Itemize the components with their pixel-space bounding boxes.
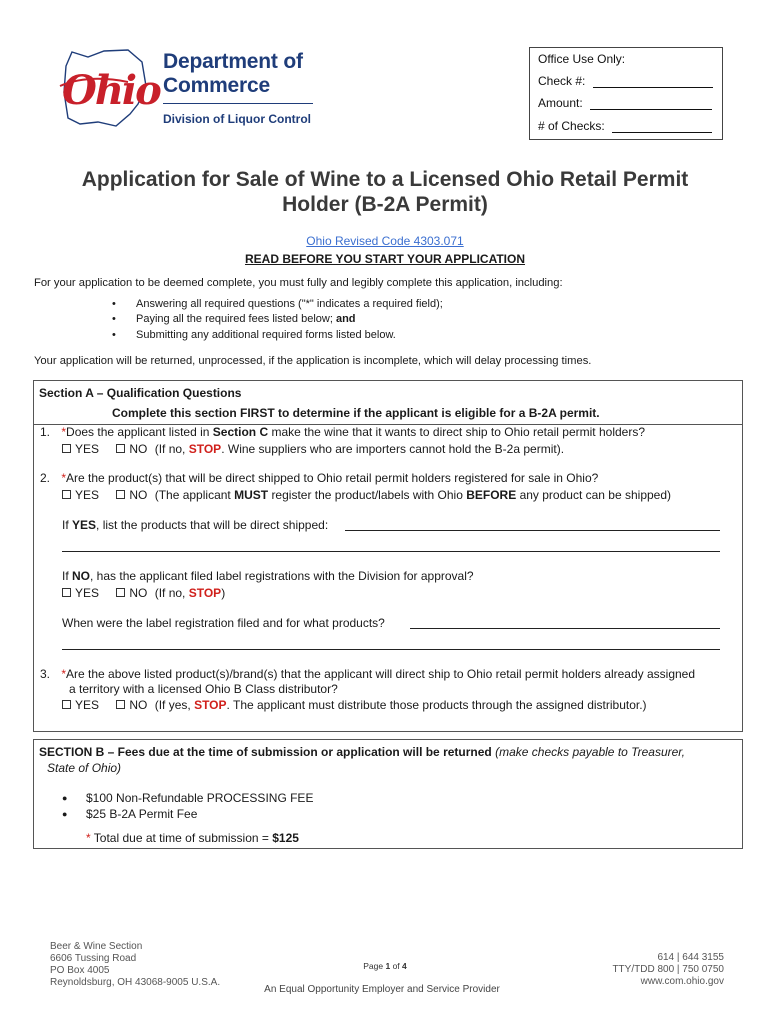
q3-no-option[interactable]: NO (116, 698, 147, 712)
amount-row (538, 96, 712, 110)
total-due: * Total due at time of submission = $125 (86, 831, 299, 845)
checkbox-icon[interactable] (62, 444, 71, 453)
q2-no-option[interactable]: NO (116, 488, 147, 502)
office-use-box (529, 47, 723, 140)
section-a-title: Section A – Qualification Questions (39, 386, 242, 400)
question-2-options: YES NO (The applicant MUST register the product/labels with Ohio BEFORE any product can be shipped) (62, 488, 671, 502)
equal-opportunity-note: An Equal Opportunity Employer and Service Provider (264, 984, 500, 995)
checks-count-field[interactable] (612, 121, 712, 133)
list-item: ● $100 Non-Refundable PROCESSING FEE (62, 790, 313, 806)
office-use-title: Office Use Only: (538, 52, 626, 66)
q1-no-option[interactable]: NO (116, 442, 147, 456)
checkbox-icon[interactable] (62, 700, 71, 709)
requirements-list (112, 297, 443, 343)
question-1-options: YES NO (If no, STOP. Wine suppliers who are importers cannot hold the B-2a permit). (62, 442, 564, 456)
list-item: • Answering all required questions ("*" indicates a required field); (112, 297, 443, 312)
dept-title-line1: Department of (163, 50, 303, 73)
fees-list (62, 790, 313, 822)
page-number: Page 1 of 4 (363, 961, 407, 971)
check-number-field[interactable] (593, 76, 713, 88)
footer-address: Beer & Wine Section 6606 Tussing Road PO Box 4005 Reynoldsburg, OH 43068-9005 U.S.A. (50, 941, 221, 988)
section-b-title: SECTION B – Fees due at the time of submission or application will be returned (make checks payable to Treasurer, State of Ohio) (39, 745, 685, 775)
ohio-revised-code-link[interactable]: Ohio Revised Code 4303.071 (306, 234, 464, 248)
question-3-line2: a territory with a licensed Ohio B Class distributor? (69, 682, 338, 696)
read-before-heading: READ BEFORE YOU START YOUR APPLICATION (244, 252, 526, 266)
page-title-line2: Holder (B-2A Permit) (282, 193, 488, 216)
division-name: Division of Liquor Control (163, 112, 311, 126)
page-title-line1: Application for Sale of Wine to a Licensed Ohio Retail Permit (81, 168, 689, 191)
checkbox-icon[interactable] (62, 588, 71, 597)
checks-count-row (538, 119, 712, 133)
q3-yes-option[interactable]: YES (62, 698, 99, 712)
checkbox-icon[interactable] (116, 588, 125, 597)
page-title (60, 167, 710, 217)
ohio-script-text: Ohio (62, 67, 160, 114)
question-1: 1. *Does the applicant listed in Section C make the wine that it wants to direct ship to Ohio retail permit holders? (40, 425, 645, 439)
check-number-row (538, 74, 713, 88)
list-item: • Submitting any additional required forms listed below. (112, 328, 443, 343)
q1-yes-option[interactable]: YES (62, 442, 99, 456)
section-a-subtitle: Complete this section FIRST to determine if the applicant is eligible for a B-2A permit. (112, 406, 600, 420)
list-item: ● $25 B-2A Permit Fee (62, 806, 313, 822)
question-2: 2. *Are the product(s) that will be direct shipped to Ohio retail permit holders registered for sale in Ohio? (40, 471, 599, 485)
q2b-yes-option[interactable]: YES (62, 586, 99, 600)
checkbox-icon[interactable] (116, 700, 125, 709)
products-field-line2[interactable] (62, 551, 720, 552)
amount-label: Amount: (538, 96, 583, 110)
checkbox-icon[interactable] (62, 490, 71, 499)
website-link[interactable]: www.com.ohio.gov (640, 976, 724, 987)
q2b-no-option[interactable]: NO (116, 586, 147, 600)
checks-count-label: # of Checks: (538, 119, 605, 133)
dept-title-line2: Commerce (163, 74, 270, 97)
list-item: • Paying all the required fees listed below; and (112, 312, 443, 327)
q2-if-no-options: YES NO (If no, STOP) (62, 586, 225, 600)
amount-field[interactable] (590, 98, 712, 110)
footer-contact: 614 | 644 3155 TTY/TDD 800 | 750 0750 www.com.ohio.gov (560, 952, 724, 988)
question-3: 3. *Are the above listed product(s)/brand(s) that the applicant will direct ship to Ohio retail permit holders already assigned (40, 667, 696, 681)
registration-field-line2[interactable] (62, 649, 720, 650)
intro-text: For your application to be deemed complete, you must fully and legibly complete this application, including: (34, 277, 563, 289)
checkbox-icon[interactable] (116, 444, 125, 453)
dept-divider (163, 103, 313, 104)
returned-note: Your application will be returned, unprocessed, if the application is incomplete, which will delay processing times. (34, 355, 592, 367)
question-3-options: YES NO (If yes, STOP. The applicant must distribute those products through the assigned distributor.) (62, 698, 647, 712)
products-field-line1[interactable] (345, 530, 720, 531)
label-registration-prompt: When were the label registration filed and for what products? (62, 616, 385, 630)
q2-yes-option[interactable]: YES (62, 488, 99, 502)
check-number-label: Check #: (538, 74, 586, 88)
registration-field-line1[interactable] (410, 628, 720, 629)
q2-if-yes-prompt: If YES, list the products that will be direct shipped: (62, 518, 329, 532)
checkbox-icon[interactable] (116, 490, 125, 499)
q2-if-no-prompt: If NO, has the applicant filed label registrations with the Division for approval? (62, 569, 474, 583)
